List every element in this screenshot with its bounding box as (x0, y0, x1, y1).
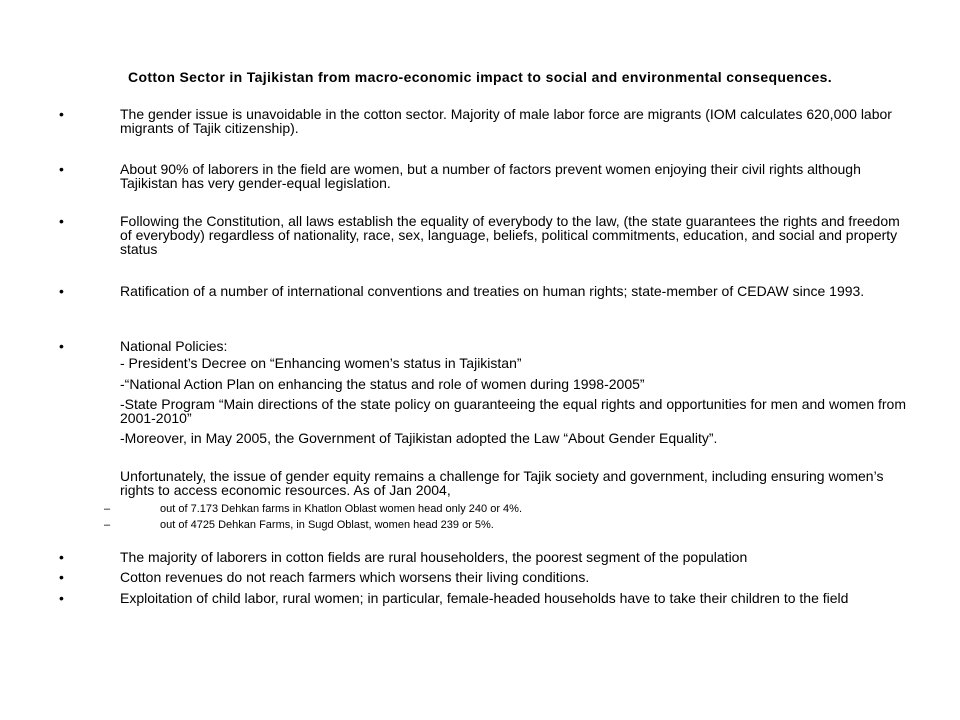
bullet-text: About 90% of laborers in the field are women, but a number of factors prevent women enjoying their civil rights although Tajikistan has very gender-equal legislation. (120, 161, 861, 191)
bullet-text: The majority of laborers in cotton fields are rural householders, the poorest segment of the population (120, 549, 748, 565)
bullet-text: Exploitation of child labor, rural women; in particular, female-headed households have to take their children to the field (120, 590, 849, 606)
bullet-text: The gender issue is unavoidable in the cotton sector. Majority of male labor force are migrants (IOM calculates 620,000 labor migrants of Tajik citizenship). (120, 106, 892, 136)
bullet-glyph: • (59, 283, 64, 299)
bullet-glyph: • (59, 569, 64, 585)
bullet-glyph: • (59, 213, 64, 229)
dash-glyph: – (104, 519, 111, 531)
bullet-glyph: • (59, 590, 64, 606)
policy-text: -Moreover, in May 2005, the Government of Tajikistan adopted the Law “About Gender Equality”. (120, 430, 718, 446)
bullet-text: Cotton revenues do not reach farmers which worsens their living conditions. (120, 569, 590, 585)
sub-item-text: out of 7.173 Dehkan farms in Khatlon Oblast women head only 240 or 4%. (160, 503, 522, 515)
slide-title: Cotton Sector in Tajikistan from macro-economic impact to social and environmental consequences. (128, 69, 832, 85)
bullet-text: National Policies: (120, 338, 228, 354)
bullet-text: Following the Constitution, all laws establish the equality of everybody to the law, (the state guarantees the rights and freedom of everybody) regardless of nationality, race, sex, language, beliefs, political commitments, education, and social and property status (120, 213, 900, 257)
policy-text: - President’s Decree on “Enhancing women’s status in Tajikistan” (120, 355, 522, 371)
bullet-glyph: • (59, 549, 64, 565)
bullet-text: Ratification of a number of international conventions and treaties on human rights; state-member of CEDAW since 1993. (120, 283, 865, 299)
bullet-glyph: • (59, 338, 64, 354)
bullet-glyph: • (59, 161, 64, 177)
policy-text: -“National Action Plan on enhancing the status and role of women during 1998-2005” (120, 376, 645, 392)
dash-glyph: – (104, 503, 111, 515)
sub-item-text: out of 4725 Dehkan Farms, in Sugd Oblast, women head 239 or 5%. (160, 519, 494, 531)
bullet-glyph: • (59, 106, 64, 122)
unfortunately-text: Unfortunately, the issue of gender equity remains a challenge for Tajik society and government, including ensuring women’s rights to access economic resources. As of Jan 2004, (120, 468, 884, 498)
policy-text: -State Program “Main directions of the state policy on guaranteeing the equal rights and opportunities for men and women from 2001-2010” (120, 396, 906, 426)
